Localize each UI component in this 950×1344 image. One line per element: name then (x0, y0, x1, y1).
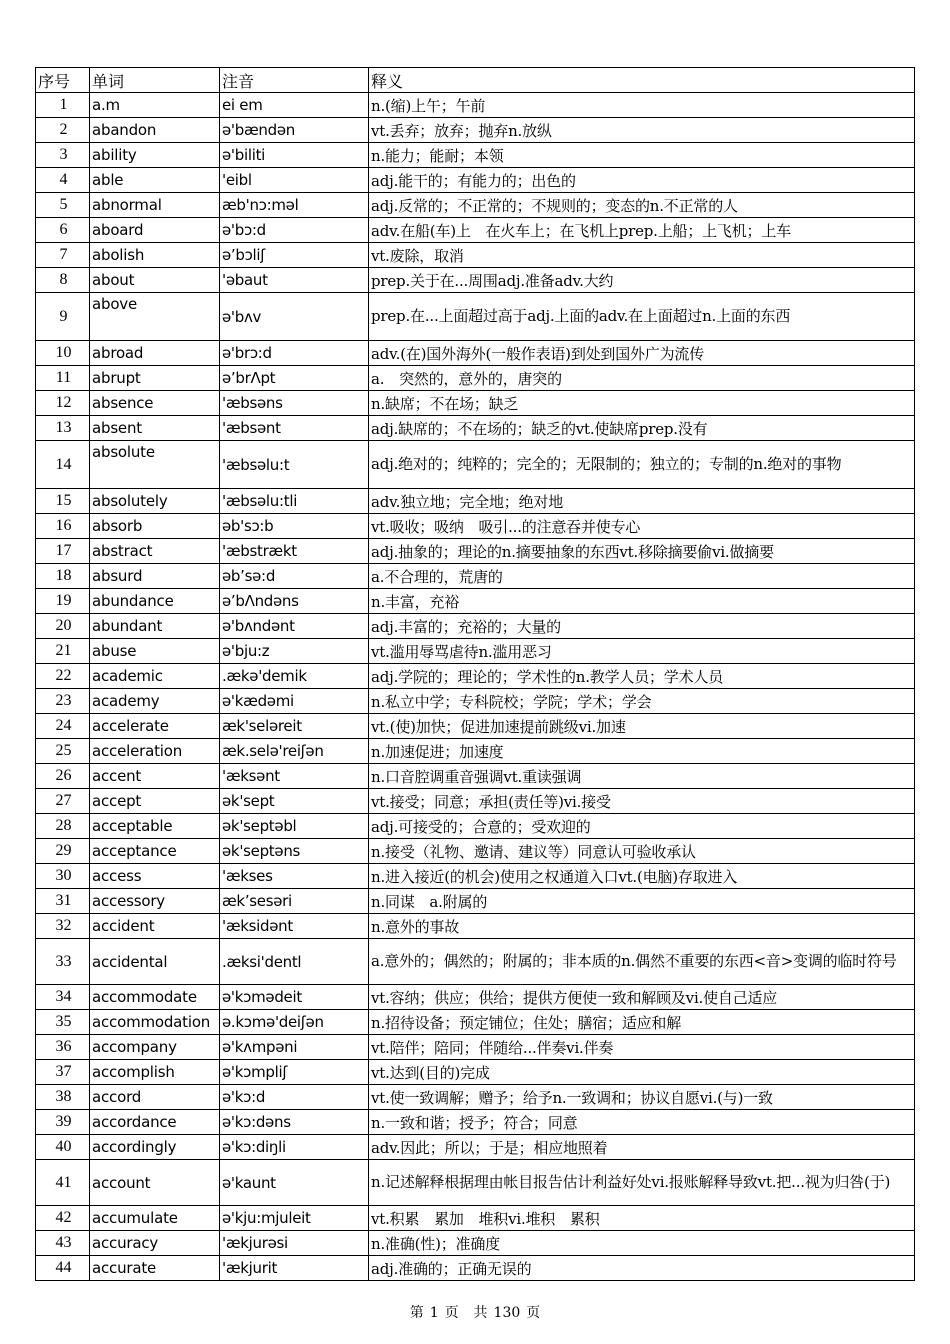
row-word: acceleration (90, 739, 220, 764)
row-word: about (90, 268, 220, 293)
header-definition: 释义 (369, 68, 915, 93)
row-number: 26 (36, 764, 90, 789)
table-row (36, 789, 915, 814)
total-pages: 130 (493, 1305, 521, 1321)
row-number: 20 (36, 614, 90, 639)
table-header-row (36, 68, 915, 93)
row-definition: n.口音腔调重音强调vt.重读强调 (369, 764, 915, 789)
row-word: a.m (90, 93, 220, 118)
table-row (36, 889, 915, 914)
row-number: 42 (36, 1206, 90, 1231)
table-row (36, 1206, 915, 1231)
page-footer (0, 1302, 950, 1322)
row-phonetic: ə’bɔliʃ (220, 243, 369, 268)
row-phonetic: 'ækses (220, 864, 369, 889)
table-row (36, 589, 915, 614)
table-row (36, 391, 915, 416)
row-definition: n.意外的事故 (369, 914, 915, 939)
row-phonetic: ə'brɔ:d (220, 341, 369, 366)
row-number: 29 (36, 839, 90, 864)
table-row (36, 914, 915, 939)
row-word: accordance (90, 1110, 220, 1135)
row-phonetic: 'æbsəlu:t (220, 441, 369, 489)
row-definition: n.(缩)上午；午前 (369, 93, 915, 118)
row-word: aboard (90, 218, 220, 243)
row-phonetic: ə'bɔ:d (220, 218, 369, 243)
row-phonetic: æk'seləreit (220, 714, 369, 739)
row-number: 2 (36, 118, 90, 143)
table-row (36, 1160, 915, 1206)
header-word: 单词 (90, 68, 220, 93)
row-number: 31 (36, 889, 90, 914)
row-number: 37 (36, 1060, 90, 1085)
table-row (36, 1035, 915, 1060)
table-row (36, 1231, 915, 1256)
row-number: 40 (36, 1135, 90, 1160)
row-phonetic: 'əbaut (220, 268, 369, 293)
table-row (36, 514, 915, 539)
row-word: abuse (90, 639, 220, 664)
table-row (36, 664, 915, 689)
row-word: abrupt (90, 366, 220, 391)
row-number: 23 (36, 689, 90, 714)
row-definition: vt.使一致调解；赠予；给予n.一致调和；协议自愿vi.(与)一致 (369, 1085, 915, 1110)
row-number: 43 (36, 1231, 90, 1256)
row-phonetic: ə'kaunt (220, 1160, 369, 1206)
table-row (36, 689, 915, 714)
row-number: 7 (36, 243, 90, 268)
row-number: 27 (36, 789, 90, 814)
row-phonetic: ə'kɔmədeit (220, 985, 369, 1010)
row-phonetic: ə'kædəmi (220, 689, 369, 714)
row-phonetic: ei em (220, 93, 369, 118)
row-number: 21 (36, 639, 90, 664)
table-row (36, 839, 915, 864)
table-row (36, 143, 915, 168)
row-definition: a.不合理的，荒唐的 (369, 564, 915, 589)
row-phonetic: ə'kʌmpəni (220, 1035, 369, 1060)
row-phonetic: ə'bʌv (220, 293, 369, 341)
row-word: accomplish (90, 1060, 220, 1085)
row-number: 3 (36, 143, 90, 168)
row-phonetic: 'æbsənt (220, 416, 369, 441)
header-num: 序号 (36, 68, 90, 93)
row-word: accuracy (90, 1231, 220, 1256)
row-phonetic: 'æksidənt (220, 914, 369, 939)
row-definition: vt.废除，取消 (369, 243, 915, 268)
row-number: 25 (36, 739, 90, 764)
row-definition: adj.可接受的；合意的；受欢迎的 (369, 814, 915, 839)
row-word: absent (90, 416, 220, 441)
row-number: 13 (36, 416, 90, 441)
row-definition: adj.缺席的；不在场的；缺乏的vt.使缺席prep.没有 (369, 416, 915, 441)
row-number: 19 (36, 589, 90, 614)
table-row (36, 939, 915, 985)
table-row (36, 441, 915, 489)
row-definition: adj.抽象的；理论的n.摘要抽象的东西vt.移除摘要偷vi.做摘要 (369, 539, 915, 564)
row-phonetic: 'æksənt (220, 764, 369, 789)
row-number: 32 (36, 914, 90, 939)
row-number: 24 (36, 714, 90, 739)
row-phonetic: ə'kɔ:dəns (220, 1110, 369, 1135)
row-phonetic: ə'kju:mjuleit (220, 1206, 369, 1231)
table-row (36, 168, 915, 193)
row-number: 41 (36, 1160, 90, 1206)
table-row (36, 539, 915, 564)
row-number: 6 (36, 218, 90, 243)
row-definition: vt.容纳；供应；供给；提供方便使一致和解顾及vi.使自己适应 (369, 985, 915, 1010)
row-phonetic: ə'kɔ:diŋli (220, 1135, 369, 1160)
table-row (36, 293, 915, 341)
row-word: absurd (90, 564, 220, 589)
row-definition: adv.在船(车)上 在火车上；在飞机上prep.上船；上飞机；上车 (369, 218, 915, 243)
row-definition: adv.(在)国外海外(一般作表语)到处到国外广为流传 (369, 341, 915, 366)
row-number: 4 (36, 168, 90, 193)
row-word: accumulate (90, 1206, 220, 1231)
row-definition: adj.丰富的；充裕的；大量的 (369, 614, 915, 639)
row-definition: n.一致和谐；授予；符合；同意 (369, 1110, 915, 1135)
table-row (36, 341, 915, 366)
row-number: 33 (36, 939, 90, 985)
row-number: 36 (36, 1035, 90, 1060)
row-definition: adv.因此；所以；于是；相应地照着 (369, 1135, 915, 1160)
table-row (36, 1085, 915, 1110)
row-word: abundant (90, 614, 220, 639)
table-row (36, 93, 915, 118)
row-phonetic: 'æbstrækt (220, 539, 369, 564)
row-word: abnormal (90, 193, 220, 218)
row-number: 14 (36, 441, 90, 489)
row-definition: prep.关于在...周围adj.准备adv.大约 (369, 268, 915, 293)
table-row (36, 814, 915, 839)
table-row (36, 1135, 915, 1160)
row-number: 9 (36, 293, 90, 341)
row-word: absorb (90, 514, 220, 539)
row-number: 16 (36, 514, 90, 539)
row-definition: adj.学院的；理论的；学术性的n.教学人员；学术人员 (369, 664, 915, 689)
row-definition: adj.能干的；有能力的；出色的 (369, 168, 915, 193)
row-number: 30 (36, 864, 90, 889)
row-phonetic: əb'sɔ:b (220, 514, 369, 539)
row-word: abolish (90, 243, 220, 268)
row-word: acceptance (90, 839, 220, 864)
row-number: 1 (36, 93, 90, 118)
row-definition: n.记述解释根据理由帐目报告估计利益好处vi.报账解释导致vt.把...视为归咎(于) (369, 1160, 915, 1206)
row-word: above (90, 293, 220, 341)
row-definition: n.丰富，充裕 (369, 589, 915, 614)
row-number: 34 (36, 985, 90, 1010)
row-word: access (90, 864, 220, 889)
row-definition: n.招待设备；预定铺位；住处；膳宿；适应和解 (369, 1010, 915, 1035)
row-word: abundance (90, 589, 220, 614)
row-phonetic: 'æbsəns (220, 391, 369, 416)
row-word: accord (90, 1085, 220, 1110)
row-word: accurate (90, 1256, 220, 1281)
table-row (36, 1010, 915, 1035)
row-phonetic: .æksi'dentl (220, 939, 369, 985)
table-row (36, 564, 915, 589)
table-body (36, 93, 915, 1281)
row-phonetic: ə’bΛndəns (220, 589, 369, 614)
row-definition: prep.在...上面超过高于adj.上面的adv.在上面超过n.上面的东西 (369, 293, 915, 341)
total-pages-prefix: 共 (473, 1305, 488, 1321)
row-definition: vt.吸收；吸纳 吸引...的注意吞并使专心 (369, 514, 915, 539)
row-word: accent (90, 764, 220, 789)
row-phonetic: ək'septəbl (220, 814, 369, 839)
row-definition: vt.(使)加快；促进加速提前跳级vi.加速 (369, 714, 915, 739)
row-number: 44 (36, 1256, 90, 1281)
row-definition: a. 突然的，意外的，唐突的 (369, 366, 915, 391)
row-word: absolutely (90, 489, 220, 514)
row-phonetic: æb'nɔ:məl (220, 193, 369, 218)
table-row (36, 739, 915, 764)
row-word: accidental (90, 939, 220, 985)
row-word: accommodate (90, 985, 220, 1010)
row-word: acceptable (90, 814, 220, 839)
row-number: 18 (36, 564, 90, 589)
row-definition: n.接受（礼物、邀请、建议等）同意认可验收承认 (369, 839, 915, 864)
row-definition: vt.滥用辱骂虐待n.滥用恶习 (369, 639, 915, 664)
row-phonetic: æk.selə'reiʃən (220, 739, 369, 764)
table-row (36, 416, 915, 441)
row-phonetic: 'ækjurəsi (220, 1231, 369, 1256)
row-word: account (90, 1160, 220, 1206)
row-word: accelerate (90, 714, 220, 739)
row-word: academic (90, 664, 220, 689)
row-phonetic: ə'kɔmpliʃ (220, 1060, 369, 1085)
page-number-unit: 页 (444, 1305, 459, 1321)
row-phonetic: ə'biliti (220, 143, 369, 168)
row-phonetic: ə.kɔmə'deiʃən (220, 1010, 369, 1035)
row-number: 15 (36, 489, 90, 514)
table-row (36, 864, 915, 889)
row-number: 22 (36, 664, 90, 689)
row-phonetic: əb’sə:d (220, 564, 369, 589)
row-word: accident (90, 914, 220, 939)
row-phonetic: ə'bʌndənt (220, 614, 369, 639)
header-ipa: 注音 (220, 68, 369, 93)
table-row (36, 1060, 915, 1085)
row-number: 8 (36, 268, 90, 293)
row-definition: a.意外的；偶然的；附属的；非本质的n.偶然不重要的东西<音>变调的临时符号 (369, 939, 915, 985)
total-pages-unit: 页 (526, 1305, 541, 1321)
row-definition: n.缺席；不在场；缺乏 (369, 391, 915, 416)
table-row (36, 1256, 915, 1281)
row-phonetic: ə'bændən (220, 118, 369, 143)
row-word: able (90, 168, 220, 193)
row-phonetic: ə'kɔ:d (220, 1085, 369, 1110)
table-row (36, 614, 915, 639)
row-definition: vt.丢弃；放弃；抛弃n.放纵 (369, 118, 915, 143)
table-row (36, 243, 915, 268)
row-word: absence (90, 391, 220, 416)
page-number-prefix: 第 (409, 1305, 424, 1321)
row-definition: adv.独立地；完全地；绝对地 (369, 489, 915, 514)
row-definition: adj.准确的；正确无误的 (369, 1256, 915, 1281)
page-number: 1 (429, 1305, 439, 1321)
vocabulary-table (35, 67, 915, 1281)
table-row (36, 1110, 915, 1135)
table-row (36, 193, 915, 218)
table-row (36, 764, 915, 789)
row-definition: adj.反常的；不正常的；不规则的；变态的n.不正常的人 (369, 193, 915, 218)
row-word: accessory (90, 889, 220, 914)
row-number: 39 (36, 1110, 90, 1135)
row-definition: n.私立中学；专科院校；学院；学术；学会 (369, 689, 915, 714)
row-phonetic: æk’sesəri (220, 889, 369, 914)
row-definition: n.同谋 a.附属的 (369, 889, 915, 914)
row-number: 11 (36, 366, 90, 391)
row-phonetic: 'æbsəlu:tli (220, 489, 369, 514)
row-word: accommodation (90, 1010, 220, 1035)
row-definition: vt.陪伴；陪同；伴随给...伴奏vi.伴奏 (369, 1035, 915, 1060)
row-number: 5 (36, 193, 90, 218)
row-word: accept (90, 789, 220, 814)
row-word: ability (90, 143, 220, 168)
table-row (36, 714, 915, 739)
row-word: accordingly (90, 1135, 220, 1160)
row-definition: vt.积累 累加 堆积vi.堆积 累积 (369, 1206, 915, 1231)
row-definition: vt.达到(目的)完成 (369, 1060, 915, 1085)
row-definition: adj.绝对的；纯粹的；完全的；无限制的；独立的；专制的n.绝对的事物 (369, 441, 915, 489)
row-phonetic: 'eibl (220, 168, 369, 193)
row-definition: n.进入接近(的机会)使用之权通道入口vt.(电脑)存取进入 (369, 864, 915, 889)
table-row (36, 366, 915, 391)
row-definition: vt.接受；同意；承担(责任等)vi.接受 (369, 789, 915, 814)
row-word: abandon (90, 118, 220, 143)
row-number: 17 (36, 539, 90, 564)
table-row (36, 218, 915, 243)
row-phonetic: .ækə'demik (220, 664, 369, 689)
row-number: 12 (36, 391, 90, 416)
table-row (36, 639, 915, 664)
row-definition: n.加速促进；加速度 (369, 739, 915, 764)
row-definition: n.能力；能耐；本领 (369, 143, 915, 168)
row-word: accompany (90, 1035, 220, 1060)
row-number: 28 (36, 814, 90, 839)
row-phonetic: 'ækjurit (220, 1256, 369, 1281)
row-phonetic: ək'sept (220, 789, 369, 814)
row-phonetic: ə’brΛpt (220, 366, 369, 391)
table-row (36, 489, 915, 514)
row-definition: n.准确(性)；准确度 (369, 1231, 915, 1256)
row-word: absolute (90, 441, 220, 489)
table-row (36, 985, 915, 1010)
row-word: abstract (90, 539, 220, 564)
row-word: academy (90, 689, 220, 714)
table-row (36, 118, 915, 143)
row-word: abroad (90, 341, 220, 366)
row-number: 35 (36, 1010, 90, 1035)
row-number: 10 (36, 341, 90, 366)
row-number: 38 (36, 1085, 90, 1110)
row-phonetic: ə'bju:z (220, 639, 369, 664)
table-row (36, 268, 915, 293)
row-phonetic: ək'septəns (220, 839, 369, 864)
